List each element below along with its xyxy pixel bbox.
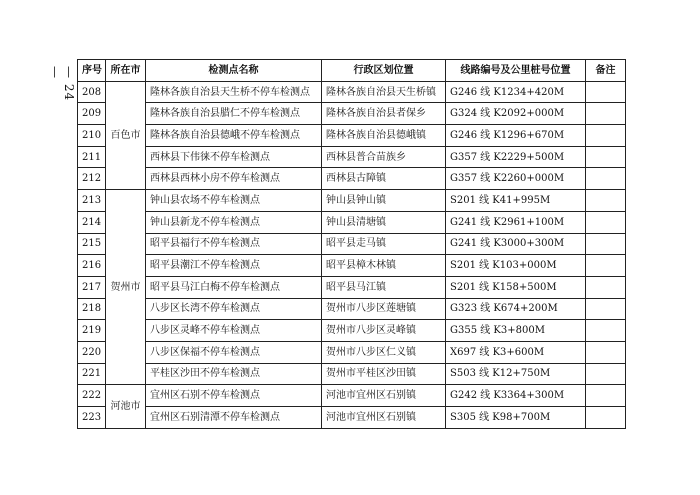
table-row <box>78 233 626 255</box>
table-row <box>78 341 626 363</box>
row-note <box>586 146 626 168</box>
row-admin: 钟山县钟山镇 <box>322 190 446 212</box>
row-note <box>586 233 626 255</box>
row-route: S201 线 K158+500M <box>446 276 586 298</box>
table-row <box>78 81 626 103</box>
row-admin: 昭平县马江镇 <box>322 276 446 298</box>
row-note <box>586 320 626 342</box>
row-seq: 215 <box>78 233 106 255</box>
header-note: 备注 <box>586 60 626 82</box>
row-admin: 贺州市八步区仁义镇 <box>322 341 446 363</box>
row-note <box>586 103 626 125</box>
row-note <box>586 407 626 429</box>
header-admin: 行政区划位置 <box>322 60 446 82</box>
row-name: 西林县下伟徕不停车检测点 <box>146 146 322 168</box>
row-seq: 212 <box>78 168 106 190</box>
row-route: G357 线 K2229+500M <box>446 146 586 168</box>
row-seq: 213 <box>78 190 106 212</box>
row-seq: 211 <box>78 146 106 168</box>
row-admin: 隆林各族自治县者保乡 <box>322 103 446 125</box>
header-city: 所在市 <box>106 60 146 82</box>
row-name: 钟山县新龙不停车检测点 <box>146 211 322 233</box>
row-name: 昭平县马江白梅不停车检测点 <box>146 276 322 298</box>
page-number: — 24 — <box>48 66 76 102</box>
row-route: G246 线 K1296+670M <box>446 125 586 147</box>
table-row <box>78 276 626 298</box>
row-route: S201 线 K103+000M <box>446 255 586 277</box>
row-route: G242 线 K3364+300M <box>446 385 586 407</box>
row-admin: 河池市宜州区石别镇 <box>322 407 446 429</box>
row-name: 八步区保福不停车检测点 <box>146 341 322 363</box>
row-route: G357 线 K2260+000M <box>446 168 586 190</box>
row-name: 钟山县农场不停车检测点 <box>146 190 322 212</box>
row-name: 西林县西林小房不停车检测点 <box>146 168 322 190</box>
row-route: G323 线 K674+200M <box>446 298 586 320</box>
row-note <box>586 125 626 147</box>
row-name: 平桂区沙田不停车检测点 <box>146 363 322 385</box>
table-row <box>78 407 626 429</box>
row-note <box>586 190 626 212</box>
header-route: 线路编号及公里桩号位置 <box>446 60 586 82</box>
row-seq: 209 <box>78 103 106 125</box>
table-header-row <box>78 60 626 82</box>
row-seq: 214 <box>78 211 106 233</box>
row-admin: 西林县古障镇 <box>322 168 446 190</box>
row-name: 宜州区石别清潭不停车检测点 <box>146 407 322 429</box>
city-cell-hechi: 河池市 <box>106 385 146 428</box>
row-admin: 贺州市平桂区沙田镇 <box>322 363 446 385</box>
row-note <box>586 168 626 190</box>
table-row <box>78 363 626 385</box>
row-note <box>586 363 626 385</box>
header-seq: 序号 <box>78 60 106 82</box>
row-name: 宜州区石别不停车检测点 <box>146 385 322 407</box>
row-name: 八步区灵峰不停车检测点 <box>146 320 322 342</box>
row-name: 八步区长湾不停车检测点 <box>146 298 322 320</box>
table-row <box>78 168 626 190</box>
row-admin: 西林县普合苗族乡 <box>322 146 446 168</box>
row-admin: 昭平县樟木林镇 <box>322 255 446 277</box>
row-seq: 221 <box>78 363 106 385</box>
row-seq: 223 <box>78 407 106 429</box>
row-note <box>586 81 626 103</box>
row-route: G246 线 K1234+420M <box>446 81 586 103</box>
table-row <box>78 255 626 277</box>
row-name: 隆林各族自治县腊仁不停车检测点 <box>146 103 322 125</box>
row-route: S305 线 K98+700M <box>446 407 586 429</box>
row-note <box>586 211 626 233</box>
row-note <box>586 276 626 298</box>
row-name: 昭平县潮江不停车检测点 <box>146 255 322 277</box>
row-name: 隆林各族自治县德峨不停车检测点 <box>146 125 322 147</box>
table-row <box>78 125 626 147</box>
header-name: 检测点名称 <box>146 60 322 82</box>
row-note <box>586 255 626 277</box>
table-row <box>78 298 626 320</box>
row-note <box>586 341 626 363</box>
row-note <box>586 298 626 320</box>
table-row <box>78 190 626 212</box>
row-admin: 贺州市八步区灵峰镇 <box>322 320 446 342</box>
row-seq: 219 <box>78 320 106 342</box>
table-row <box>78 146 626 168</box>
city-cell-baise: 百色市 <box>106 81 146 189</box>
row-route: G355 线 K3+800M <box>446 320 586 342</box>
row-seq: 210 <box>78 125 106 147</box>
row-seq: 216 <box>78 255 106 277</box>
row-admin: 河池市宜州区石别镇 <box>322 385 446 407</box>
row-route: G241 线 K3000+300M <box>446 233 586 255</box>
row-route: G324 线 K2092+000M <box>446 103 586 125</box>
city-cell-hezhou: 贺州市 <box>106 190 146 385</box>
row-route: X697 线 K3+600M <box>446 341 586 363</box>
row-seq: 220 <box>78 341 106 363</box>
row-seq: 208 <box>78 81 106 103</box>
row-seq: 218 <box>78 298 106 320</box>
table-row <box>78 385 626 407</box>
row-admin: 钟山县清塘镇 <box>322 211 446 233</box>
row-seq: 217 <box>78 276 106 298</box>
row-name: 隆林各族自治县天生桥不停车检测点 <box>146 81 322 103</box>
row-admin: 贺州市八步区莲塘镇 <box>322 298 446 320</box>
row-admin: 隆林各族自治县天生桥镇 <box>322 81 446 103</box>
row-note <box>586 385 626 407</box>
table-row <box>78 103 626 125</box>
row-name: 昭平县福行不停车检测点 <box>146 233 322 255</box>
row-seq: 222 <box>78 385 106 407</box>
row-route: G241 线 K2961+100M <box>446 211 586 233</box>
row-admin: 隆林各族自治县德峨镇 <box>322 125 446 147</box>
table-row <box>78 211 626 233</box>
row-admin: 昭平县走马镇 <box>322 233 446 255</box>
row-route: S201 线 K41+995M <box>446 190 586 212</box>
row-route: S503 线 K12+750M <box>446 363 586 385</box>
table-row <box>78 320 626 342</box>
checkpoint-table <box>77 59 626 429</box>
